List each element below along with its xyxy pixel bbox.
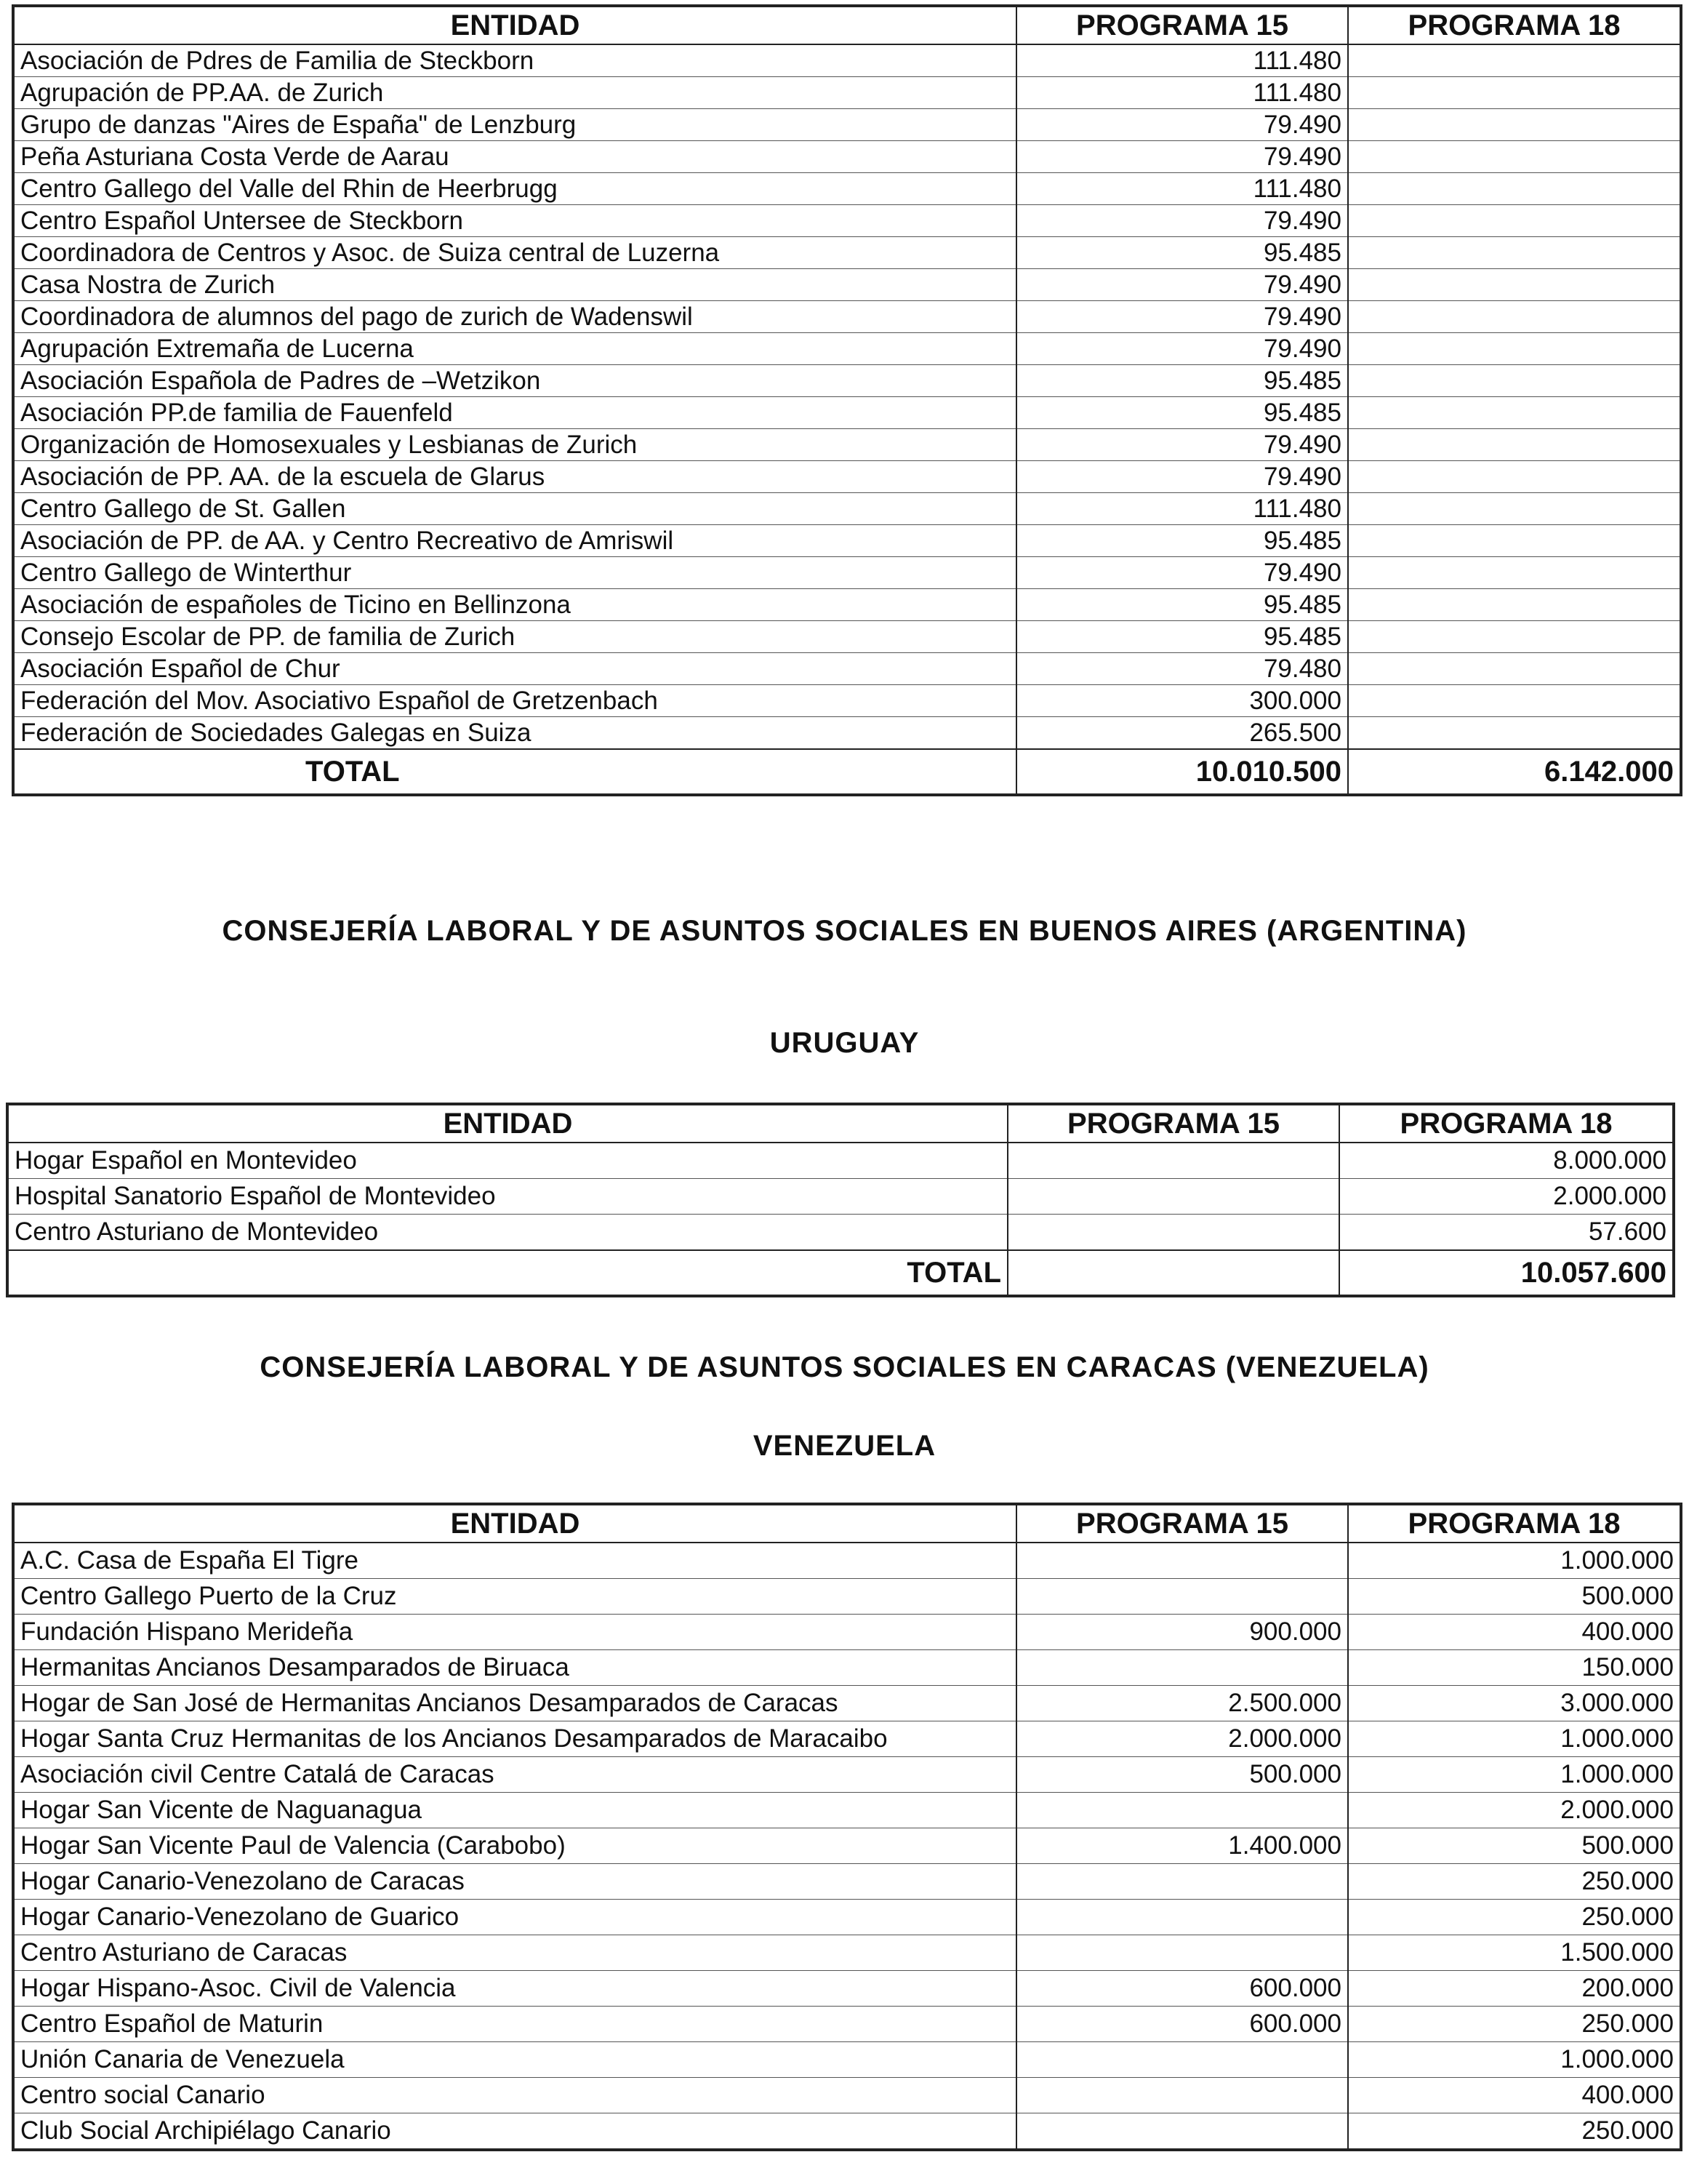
cell-programa-15: 95.485	[1016, 525, 1348, 557]
cell-programa-18: 1.500.000	[1348, 1935, 1681, 1971]
table-row	[13, 557, 1681, 589]
table-row	[13, 205, 1681, 237]
table-header-row	[13, 6, 1681, 44]
cell-programa-18	[1348, 141, 1681, 173]
cell-programa-18	[1348, 653, 1681, 685]
cell-programa-15	[1016, 1793, 1348, 1828]
table-row	[13, 1864, 1681, 1900]
table-row	[13, 621, 1681, 653]
cell-entidad: Hogar San Vicente de Naguanagua	[13, 1793, 1016, 1828]
table-row	[13, 1828, 1681, 1864]
cell-programa-15	[1016, 1935, 1348, 1971]
cell-entidad: Asociación Española de Padres de –Wetzikon	[13, 365, 1016, 397]
cell-entidad: Centro Asturiano de Caracas	[13, 1935, 1016, 1971]
table-row	[7, 1215, 1674, 1251]
cell-programa-15: 1.400.000	[1016, 1828, 1348, 1864]
table-body	[13, 1543, 1681, 2150]
table-row	[13, 525, 1681, 557]
cell-programa-15: 600.000	[1016, 1971, 1348, 2007]
table-row	[13, 2007, 1681, 2042]
cell-entidad: Centro Gallego Puerto de la Cruz	[13, 1579, 1016, 1615]
cell-programa-18	[1348, 589, 1681, 621]
cell-entidad: Hogar Santa Cruz Hermanitas de los Ancianos Desamparados de Maracaibo	[13, 1721, 1016, 1757]
venezuela-entities-table	[12, 1503, 1682, 2151]
cell-programa-15	[1016, 1543, 1348, 1579]
cell-entidad: Centro Asturiano de Montevideo	[7, 1215, 1008, 1251]
heading-venezuela: VENEZUELA	[753, 1430, 936, 1462]
cell-programa-15: 79.490	[1016, 269, 1348, 301]
cell-programa-15	[1016, 2078, 1348, 2113]
cell-programa-15: 2.000.000	[1016, 1721, 1348, 1757]
cell-programa-18	[1348, 173, 1681, 205]
table-row	[13, 717, 1681, 750]
cell-programa-15: 600.000	[1016, 2007, 1348, 2042]
cell-programa-15	[1008, 1215, 1339, 1251]
cell-programa-18: 1.000.000	[1348, 1543, 1681, 1579]
heading-consejeria-argentina: CONSEJERÍA LABORAL Y DE ASUNTOS SOCIALES EN BUENOS AIRES (ARGENTINA)	[222, 915, 1467, 947]
cell-entidad: Asociación PP.de familia de Fauenfeld	[13, 397, 1016, 429]
table-body	[13, 44, 1681, 749]
cell-programa-15	[1016, 1579, 1348, 1615]
cell-programa-15	[1008, 1143, 1339, 1179]
cell-programa-18: 500.000	[1348, 1579, 1681, 1615]
cell-programa-18	[1348, 557, 1681, 589]
total-programa-18: 6.142.000	[1348, 749, 1681, 795]
cell-programa-15: 95.485	[1016, 365, 1348, 397]
cell-programa-18: 200.000	[1348, 1971, 1681, 2007]
cell-entidad: Coordinadora de alumnos del pago de zurich de Wadenswil	[13, 301, 1016, 333]
cell-entidad: Hermanitas Ancianos Desamparados de Biruaca	[13, 1650, 1016, 1686]
cell-entidad: Asociación de PP. AA. de la escuela de Glarus	[13, 461, 1016, 493]
table-row	[7, 1143, 1674, 1179]
cell-programa-18	[1348, 685, 1681, 717]
cell-programa-15: 79.490	[1016, 557, 1348, 589]
table-row	[13, 397, 1681, 429]
cell-programa-18: 3.000.000	[1348, 1686, 1681, 1721]
cell-entidad: Grupo de danzas "Aires de España" de Lenzburg	[13, 109, 1016, 141]
table-row	[13, 1579, 1681, 1615]
cell-programa-15: 79.490	[1016, 205, 1348, 237]
uruguay-entities-table	[6, 1103, 1675, 1297]
header-programa-15: PROGRAMA 15	[1016, 6, 1348, 44]
cell-programa-15: 79.490	[1016, 429, 1348, 461]
cell-entidad: Centro Español Untersee de Steckborn	[13, 205, 1016, 237]
table-row	[13, 1615, 1681, 1650]
cell-programa-18	[1348, 44, 1681, 77]
cell-entidad: Unión Canaria de Venezuela	[13, 2042, 1016, 2078]
total-programa-15	[1008, 1250, 1339, 1296]
header-programa-18: PROGRAMA 18	[1348, 6, 1681, 44]
cell-programa-15: 111.480	[1016, 77, 1348, 109]
table-row	[13, 493, 1681, 525]
heading-consejeria-venezuela: CONSEJERÍA LABORAL Y DE ASUNTOS SOCIALES EN CARACAS (VENEZUELA)	[260, 1351, 1429, 1383]
header-programa-15: PROGRAMA 15	[1016, 1504, 1348, 1543]
table-row	[13, 44, 1681, 77]
cell-entidad: Coordinadora de Centros y Asoc. de Suiza central de Luzerna	[13, 237, 1016, 269]
cell-entidad: Centro social Canario	[13, 2078, 1016, 2113]
table-row	[13, 173, 1681, 205]
cell-programa-18	[1348, 525, 1681, 557]
cell-entidad: Consejo Escolar de PP. de familia de Zurich	[13, 621, 1016, 653]
table-row	[13, 1721, 1681, 1757]
table-row	[13, 1543, 1681, 1579]
table-row	[13, 1971, 1681, 2007]
cell-entidad: Hogar Canario-Venezolano de Caracas	[13, 1864, 1016, 1900]
cell-programa-18	[1348, 717, 1681, 750]
heading-uruguay: URUGUAY	[769, 1027, 920, 1059]
cell-programa-18: 250.000	[1348, 1900, 1681, 1935]
cell-programa-18	[1348, 205, 1681, 237]
cell-entidad: Hogar de San José de Hermanitas Ancianos Desamparados de Caracas	[13, 1686, 1016, 1721]
switzerland-entities-table	[12, 4, 1682, 796]
cell-programa-18	[1348, 429, 1681, 461]
cell-programa-18	[1348, 397, 1681, 429]
table-row	[13, 589, 1681, 621]
cell-programa-18: 1.000.000	[1348, 1721, 1681, 1757]
table-row	[13, 333, 1681, 365]
cell-entidad: Hogar Canario-Venezolano de Guarico	[13, 1900, 1016, 1935]
cell-programa-18: 400.000	[1348, 2078, 1681, 2113]
cell-programa-18: 400.000	[1348, 1615, 1681, 1650]
cell-programa-15	[1016, 2042, 1348, 2078]
total-label: TOTAL	[13, 749, 1016, 795]
table-header-row	[13, 1504, 1681, 1543]
cell-programa-18: 8.000.000	[1339, 1143, 1674, 1179]
table-row	[13, 2078, 1681, 2113]
cell-programa-15: 95.485	[1016, 621, 1348, 653]
cell-programa-15: 2.500.000	[1016, 1686, 1348, 1721]
table-row	[13, 653, 1681, 685]
cell-programa-15: 95.485	[1016, 589, 1348, 621]
total-programa-15: 10.010.500	[1016, 749, 1348, 795]
cell-programa-18: 1.000.000	[1348, 1757, 1681, 1793]
total-label: TOTAL	[7, 1250, 1008, 1296]
table-header-row	[7, 1104, 1674, 1143]
total-row	[13, 749, 1681, 795]
cell-programa-15: 500.000	[1016, 1757, 1348, 1793]
table-row	[13, 429, 1681, 461]
cell-programa-15	[1016, 1650, 1348, 1686]
cell-programa-15: 111.480	[1016, 493, 1348, 525]
table-row	[13, 461, 1681, 493]
cell-programa-18: 2.000.000	[1339, 1179, 1674, 1215]
cell-entidad: Federación del Mov. Asociativo Español de Gretzenbach	[13, 685, 1016, 717]
table-row	[13, 2042, 1681, 2078]
cell-entidad: Centro Gallego de St. Gallen	[13, 493, 1016, 525]
cell-programa-18	[1348, 493, 1681, 525]
cell-programa-15: 79.490	[1016, 301, 1348, 333]
cell-programa-18: 150.000	[1348, 1650, 1681, 1686]
cell-programa-18	[1348, 301, 1681, 333]
table-row	[13, 77, 1681, 109]
cell-programa-15: 265.500	[1016, 717, 1348, 750]
cell-entidad: Hospital Sanatorio Español de Montevideo	[7, 1179, 1008, 1215]
cell-programa-15	[1016, 1864, 1348, 1900]
table-row	[13, 237, 1681, 269]
cell-programa-15: 79.490	[1016, 333, 1348, 365]
cell-entidad: Asociación de Pdres de Familia de Steckborn	[13, 44, 1016, 77]
cell-programa-15: 79.490	[1016, 141, 1348, 173]
cell-programa-15	[1016, 2113, 1348, 2151]
cell-programa-18: 2.000.000	[1348, 1793, 1681, 1828]
cell-programa-15: 79.490	[1016, 109, 1348, 141]
cell-entidad: Fundación Hispano Merideña	[13, 1615, 1016, 1650]
table-row	[7, 1179, 1674, 1215]
table-row	[13, 141, 1681, 173]
cell-entidad: Asociación de españoles de Ticino en Bellinzona	[13, 589, 1016, 621]
cell-programa-15: 79.480	[1016, 653, 1348, 685]
cell-programa-15: 111.480	[1016, 44, 1348, 77]
cell-entidad: Hogar Hispano-Asoc. Civil de Valencia	[13, 1971, 1016, 2007]
cell-programa-18: 250.000	[1348, 2113, 1681, 2151]
cell-entidad: Federación de Sociedades Galegas en Suiza	[13, 717, 1016, 750]
cell-entidad: Casa Nostra de Zurich	[13, 269, 1016, 301]
cell-programa-15	[1008, 1179, 1339, 1215]
cell-programa-18: 57.600	[1339, 1215, 1674, 1251]
cell-programa-15	[1016, 1900, 1348, 1935]
cell-entidad: Club Social Archipiélago Canario	[13, 2113, 1016, 2151]
cell-programa-15: 95.485	[1016, 237, 1348, 269]
cell-programa-18: 250.000	[1348, 2007, 1681, 2042]
table-row	[13, 1650, 1681, 1686]
table-row	[13, 1793, 1681, 1828]
cell-entidad: Centro Español de Maturin	[13, 2007, 1016, 2042]
cell-programa-18	[1348, 77, 1681, 109]
header-programa-15: PROGRAMA 15	[1008, 1104, 1339, 1143]
cell-entidad: Agrupación Extremaña de Lucerna	[13, 333, 1016, 365]
cell-entidad: Hogar San Vicente Paul de Valencia (Carabobo)	[13, 1828, 1016, 1864]
header-programa-18: PROGRAMA 18	[1348, 1504, 1681, 1543]
header-entidad: ENTIDAD	[13, 6, 1016, 44]
table-row	[13, 2113, 1681, 2151]
table-row	[13, 1935, 1681, 1971]
table-row	[13, 1900, 1681, 1935]
cell-programa-18	[1348, 333, 1681, 365]
cell-programa-15: 900.000	[1016, 1615, 1348, 1650]
cell-programa-18: 1.000.000	[1348, 2042, 1681, 2078]
cell-entidad: Peña Asturiana Costa Verde de Aarau	[13, 141, 1016, 173]
cell-programa-18	[1348, 237, 1681, 269]
table-body	[7, 1143, 1674, 1250]
table-row	[13, 109, 1681, 141]
table-row	[13, 1757, 1681, 1793]
cell-entidad: Asociación civil Centre Catalá de Caracas	[13, 1757, 1016, 1793]
cell-programa-15: 300.000	[1016, 685, 1348, 717]
cell-programa-15: 95.485	[1016, 397, 1348, 429]
cell-entidad: Asociación de PP. de AA. y Centro Recreativo de Amriswil	[13, 525, 1016, 557]
cell-programa-18	[1348, 269, 1681, 301]
cell-programa-18	[1348, 461, 1681, 493]
cell-programa-15: 79.490	[1016, 461, 1348, 493]
header-entidad: ENTIDAD	[13, 1504, 1016, 1543]
cell-entidad: Hogar Español en Montevideo	[7, 1143, 1008, 1179]
cell-programa-18: 250.000	[1348, 1864, 1681, 1900]
table-row	[13, 685, 1681, 717]
table-row	[13, 269, 1681, 301]
cell-programa-18	[1348, 365, 1681, 397]
cell-entidad: Centro Gallego del Valle del Rhin de Heerbrugg	[13, 173, 1016, 205]
cell-entidad: Organización de Homosexuales y Lesbianas de Zurich	[13, 429, 1016, 461]
cell-entidad: Agrupación de PP.AA. de Zurich	[13, 77, 1016, 109]
total-row	[7, 1250, 1674, 1296]
header-entidad: ENTIDAD	[7, 1104, 1008, 1143]
table-row	[13, 301, 1681, 333]
table-row	[13, 1686, 1681, 1721]
cell-programa-15: 111.480	[1016, 173, 1348, 205]
cell-entidad: A.C. Casa de España El Tigre	[13, 1543, 1016, 1579]
total-programa-18: 10.057.600	[1339, 1250, 1674, 1296]
cell-entidad: Centro Gallego de Winterthur	[13, 557, 1016, 589]
cell-programa-18	[1348, 621, 1681, 653]
cell-programa-18: 500.000	[1348, 1828, 1681, 1864]
cell-entidad: Asociación Español de Chur	[13, 653, 1016, 685]
cell-programa-18	[1348, 109, 1681, 141]
table-row	[13, 365, 1681, 397]
header-programa-18: PROGRAMA 18	[1339, 1104, 1674, 1143]
